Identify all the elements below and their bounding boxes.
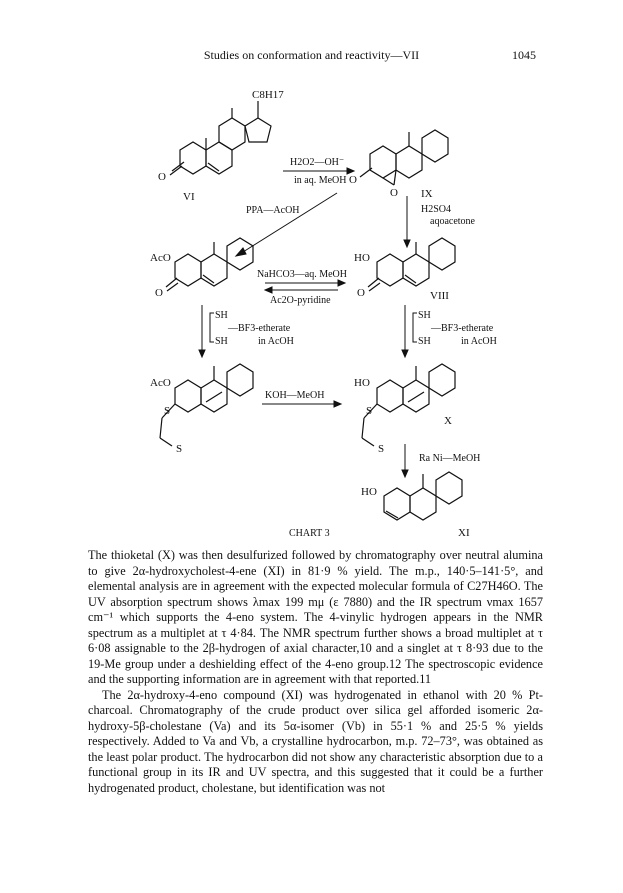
ho-label-x: HO — [354, 377, 370, 389]
s-label-right-1: S — [366, 405, 373, 417]
label-viii: VIII — [430, 290, 449, 302]
reagent-bf3-right-2: in AcOH — [461, 336, 497, 347]
s-label-right-2: S — [378, 443, 385, 455]
sh-left-bottom: SH — [215, 336, 228, 347]
aco-label-enone: AcO — [150, 252, 171, 264]
ketone-o-aco-enone: O — [155, 287, 163, 299]
paragraph-1: The thioketal (X) was then desulfurized followed by chromatography over neutral alumina to give 2α-hydroxycholest-4-ene (XI) in 81·9 % yield. The m.p., 140·5–141·5°, and elemental analysis are in agreement with the expected molecular formula of C27H46O. The UV absorption spectrum shows λmax 199 mμ (ε 7880) and the IR spectrum νmax 1657 cm⁻¹ which supports the 4-eno system. The 4-vinylic hydrogen appears in the NMR spectrum as a multiplet at τ 4·84. The NMR spectrum further shows a broad multiplet at τ 6·08 assignable to the 2β-hydrogen of axial character,10 and a singlet at τ 8·93 due to the 19-Me group under a deshielding effect of the 4-eno group.12 The spectroscopic evidence and the supporting information are in agreement with that reported.11 — [88, 548, 543, 686]
reagent-ppa: PPA—AcOH — [246, 205, 300, 216]
structure-aco-thioketal — [160, 364, 253, 446]
page-number: 1045 — [512, 48, 536, 62]
structure-x — [362, 364, 455, 446]
s-label-left-2: S — [176, 443, 183, 455]
reagent-epoxidation-2: in aq. MeOH — [294, 175, 347, 186]
ho-label-enone: HO — [354, 252, 370, 264]
aco-label-thioketal: AcO — [150, 377, 171, 389]
label-ix: IX — [421, 188, 433, 200]
chart-caption: CHART 3 — [289, 528, 330, 539]
s-label-left-1: S — [164, 405, 171, 417]
running-title: Studies on conformation and reactivity—VII — [203, 48, 420, 62]
label-xi: XI — [458, 527, 470, 539]
side-chain-label: C8H17 — [252, 89, 284, 101]
reagent-h2so4-1: H2SO4 — [421, 204, 452, 215]
ho-label-xi: HO — [361, 486, 377, 498]
structure-ho-enone — [368, 238, 455, 291]
structure-xi — [384, 472, 462, 520]
label-x: X — [444, 415, 452, 427]
reagent-raney: Ra Ni—MeOH — [419, 453, 481, 464]
reagent-acetylation: Ac2O-pyridine — [270, 295, 331, 306]
paragraph-2: The 2α-hydroxy-4-eno compound (XI) was hydrogenated in ethanol with 20 % Pt-charcoal. Chromatography of the crude product over silica gel afforded isomeric 2α-hydroxy-5β-cholestane (Va) and its 5α-isomer (Vb) in 55·1 % and 25·5 % yields respectively. Added to Va and Vb, a crystalline hydrocarbon, m.p. 72–73°, was obtained as the least polar product. The hydrocarbon did not show any characteristic absorption due to a functional group in its IR and UV spectra, and this suggested that it could be a further hydrogenated product, cholestane, but identification was not — [88, 687, 543, 795]
sh-right-bottom: SH — [418, 336, 431, 347]
sh-right-top: SH — [418, 310, 431, 321]
ketone-o-vi: O — [158, 171, 166, 183]
reagent-bf3-left-2: in AcOH — [258, 336, 294, 347]
reagent-h2so4-2: aqoacetone — [430, 216, 475, 227]
epoxide-o-ix: O — [390, 187, 398, 199]
sh-left-top: SH — [215, 310, 228, 321]
reagent-koh: KOH—MeOH — [265, 390, 325, 401]
ketone-o-ho-enone: O — [357, 287, 365, 299]
reagent-bf3-left-1: —BF3-etherate — [228, 323, 291, 334]
body-text — [88, 548, 543, 796]
ketone-o-ix: O — [349, 174, 357, 186]
label-vi: VI — [183, 191, 195, 203]
structure-vi — [170, 101, 271, 175]
structure-ix — [360, 130, 448, 185]
reagent-hydrolysis: NaHCO3—aq. MeOH — [257, 269, 347, 280]
reagent-bf3-right-1: —BF3-etherate — [431, 323, 494, 334]
structure-aco-enone — [166, 238, 253, 291]
reagent-epoxidation-1: H2O2—OH⁻ — [290, 157, 345, 168]
